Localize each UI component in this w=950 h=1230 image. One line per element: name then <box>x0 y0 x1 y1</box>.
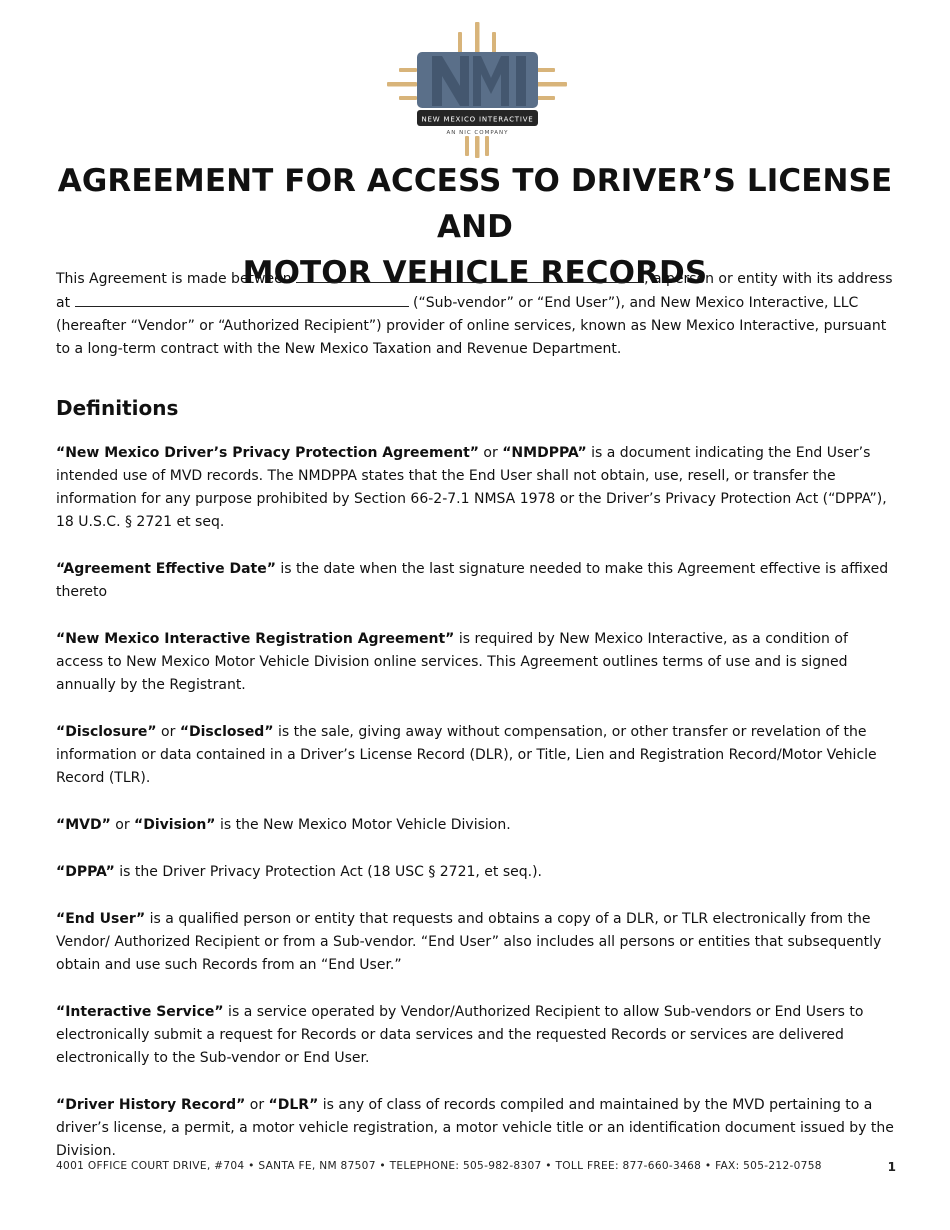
logo-tagline: NEW MEXICO INTERACTIVE <box>421 115 534 124</box>
term: “Disclosure” <box>56 724 157 740</box>
nmi-logo <box>385 22 569 160</box>
logo-subtagline: AN NIC COMPANY <box>446 130 509 136</box>
party-name-blank[interactable] <box>296 267 644 283</box>
definition-text: is the date when the last signature needed to make this Agreement effective is affixed thereto <box>56 561 889 600</box>
document-body <box>56 267 898 1187</box>
definition-text: is a document indicating the End User’s intended use of MVD records. The NMDPPA states that the End User shall not obtain, use, resell, or transfer the information for any purpose prohibited by Section 66-2-7.1 NMSA 1978 or the Driver’s Privacy Protection Act (“DPPA”), 18 U.S.C. § 2721 et seq. <box>56 445 887 530</box>
definition-text: is the New Mexico Motor Vehicle Division. <box>215 817 511 833</box>
term: “Agreement Effective Date” <box>56 561 276 577</box>
intro-text: , a person or entity with its address at <box>56 271 893 311</box>
definition-mvd <box>56 814 898 837</box>
page-number: 1 <box>887 1160 896 1174</box>
term: “DLR” <box>268 1097 319 1113</box>
intro-text: (“Sub-vendor” or “End User”), and New Mexico Interactive, LLC (hereafter “Vendor” or “Authorized Recipient”) provider of online services, known as New Mexico Interactive, pursuant to a long-term contract with the New Mexico Taxation and Revenue Department. <box>56 295 887 357</box>
term: “Division” <box>134 817 216 833</box>
definition-nmdppa <box>56 442 898 534</box>
definition-text: is the sale, giving away without compensation, or other transfer or revelation of the information or data contained in a Driver’s License Record (DLR), or Title, Lien and Registration Record/Motor Vehicle Record (TLR). <box>56 724 877 786</box>
intro-text: This Agreement is made between <box>56 271 297 287</box>
footer-address: 4001 OFFICE COURT DRIVE, #704 • SANTA FE, NM 87507 • TELEPHONE: 505-982-8307 • TOLL FREE: 877-660-3468 • FAX: 505-212-0758 <box>56 1160 822 1172</box>
definition-registration-agreement <box>56 628 898 697</box>
definition-disclosure <box>56 721 898 790</box>
connector: or <box>478 445 503 461</box>
page-footer <box>56 1160 896 1174</box>
definition-dppa <box>56 861 898 884</box>
definition-effective-date <box>56 558 898 604</box>
title-line-2: MOTOR VEHICLE RECORDS <box>242 255 708 291</box>
definition-text: is any of class of records compiled and maintained by the MVD pertaining to a driver’s license, a permit, a motor vehicle registration, a motor vehicle title or an identification document issued by the Division. <box>56 1097 894 1159</box>
definition-text: is the Driver Privacy Protection Act (18 USC § 2721, et seq.). <box>114 864 543 880</box>
intro-paragraph <box>56 267 898 361</box>
definition-text: is a service operated by Vendor/Authorized Recipient to allow Sub-vendors or End Users to electronically submit a request for Records or data services and the requested Records or services are delivered electronically to the Sub-vendor or End User. <box>56 1004 864 1066</box>
term: “DPPA” <box>56 864 115 880</box>
title-line-1: AGREEMENT FOR ACCESS TO DRIVER’S LICENSE AND <box>57 163 893 245</box>
term: “Driver History Record” <box>56 1097 246 1113</box>
connector: or <box>245 1097 269 1113</box>
term: “NMDPPA” <box>502 445 587 461</box>
term: “MVD” <box>56 817 111 833</box>
connector: or <box>110 817 135 833</box>
definition-driver-history-record <box>56 1094 898 1163</box>
term: “Interactive Service” <box>56 1004 224 1020</box>
connector: or <box>156 724 180 740</box>
term: “End User” <box>56 911 146 927</box>
definition-interactive-service <box>56 1001 898 1070</box>
definition-text: is a qualified person or entity that requests and obtains a copy of a DLR, or TLR electronically from the Vendor/ Authorized Recipient or from a Sub-vendor. “End User” also includes all persons or entities that subsequently obtain and use such Records from an “End User.” <box>56 911 882 973</box>
term: “Disclosed” <box>179 724 274 740</box>
definitions-heading: Definitions <box>56 396 179 420</box>
definition-text: is required by New Mexico Interactive, as a condition of access to New Mexico Motor Vehicle Division online services. This Agreement outlines terms of use and is signed annually by the Registrant. <box>56 631 848 693</box>
party-address-blank[interactable] <box>75 291 409 307</box>
term: “New Mexico Driver’s Privacy Protection Agreement” <box>56 445 479 461</box>
term: “New Mexico Interactive Registration Agreement” <box>56 631 455 647</box>
definition-end-user <box>56 908 898 977</box>
